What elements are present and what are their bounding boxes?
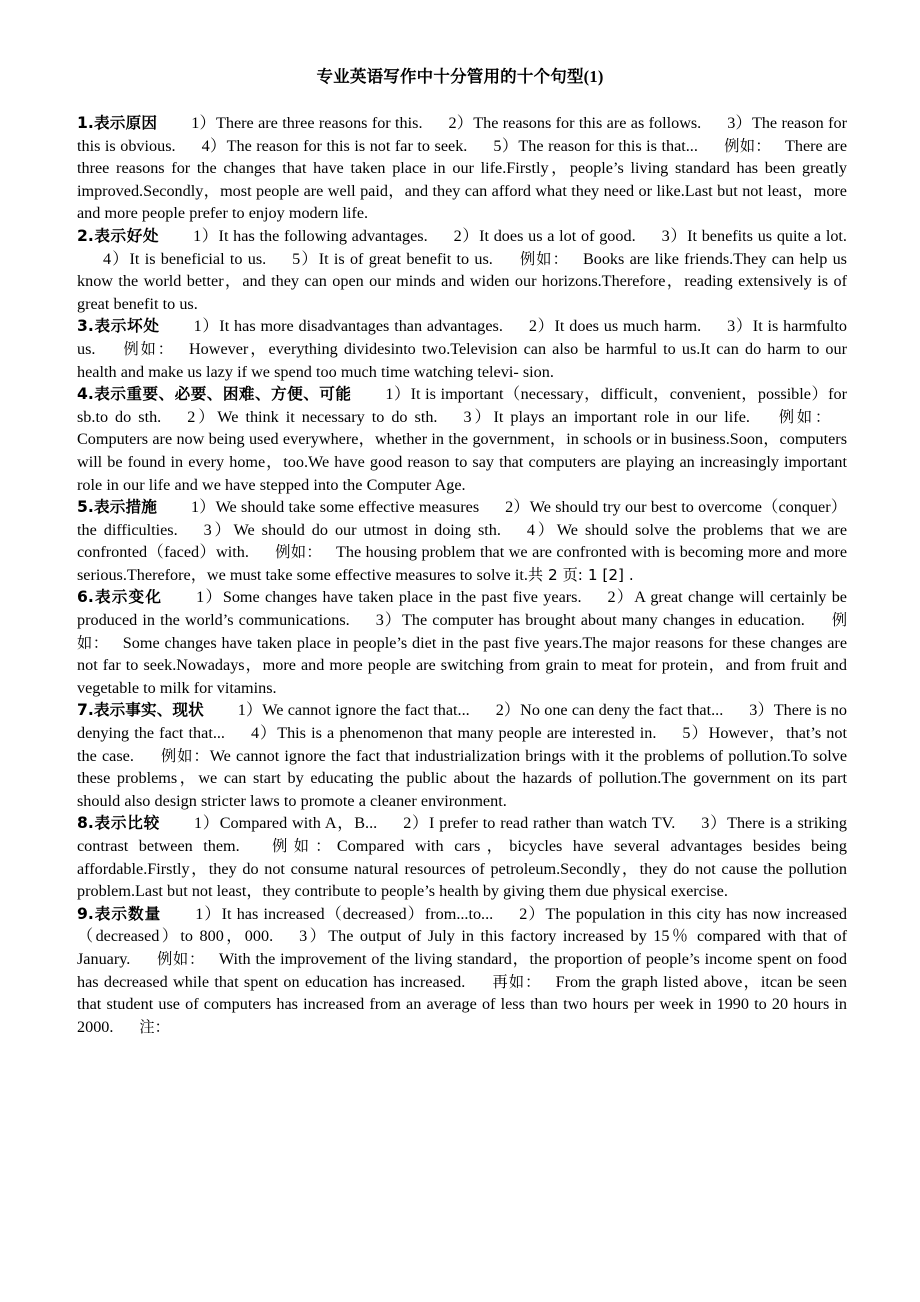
- section-3-number: 3.: [77, 317, 94, 336]
- section-6-number: 6.: [77, 588, 94, 607]
- section-2-example-label: 例如：: [518, 249, 569, 268]
- section-7-heading: 表示事实、现状: [93, 701, 204, 720]
- section-7-pattern-2: 2）No one can deny the fact that...: [495, 701, 724, 720]
- section-4-example-label: 例如：: [775, 407, 834, 426]
- section-1-pattern-2: 2）The reasons for this are as follows.: [448, 114, 702, 132]
- section-2-number: 2.: [77, 226, 94, 245]
- section-7-example-label: 例如：: [159, 746, 210, 765]
- section-1-number: 1.: [77, 114, 94, 132]
- section-3-pattern-1: 1）It has more disadvantages than advantages.: [193, 317, 503, 336]
- section-6-heading: 表示变化: [93, 588, 163, 607]
- section-9-example: With the improvement of the living standard，the proportion of people’s income spent on food has decreased while that spent on education has increased.: [77, 949, 847, 991]
- section-9-example2-label: 再如：: [491, 972, 542, 991]
- section-6-pattern-2: 2）A great change will certainly be produced in the world’s communications.: [77, 588, 847, 630]
- section-3-heading: 表示坏处: [93, 317, 160, 336]
- section-4-example: Computers are now being used everywhere，whether in the government，in schools or in business.Soon，computers will be found in every home，too.We have good reason to say that computers are playing an increasingly important role in our life and we have stepped into the Computer Age.: [77, 430, 847, 494]
- section-2: [77, 225, 847, 315]
- section-5-pattern-4: 4）We should solve the problems that we are confronted（faced）with.: [77, 520, 848, 562]
- section-5: [77, 496, 847, 586]
- section-4-heading: 表示重要、必要、困难、方便、可能: [93, 385, 352, 404]
- section-9: [77, 903, 847, 1039]
- section-3-example: However，everything dividesinto two.Television can also be harmful to us.It can do harm to our health and make us lazy if we spend too much time watching televi- sion.: [77, 339, 848, 381]
- section-6-example: Some changes have taken place in people’s diet in the past five years.The major reasons for these changes are not far to seek.Nowadays，more and more people are switching from grain to meat for protein，and from fruit and vegetable to milk for vitamins.: [77, 633, 848, 697]
- section-2-heading: 表示好处: [93, 226, 160, 245]
- section-9-trailing-label: 注：: [139, 1017, 170, 1036]
- section-8-example: Compared with cars，bicycles have several advantages besides being affordable.Firstly，they do not consume natural resources of petroleum.Secondly，they do not cause the pollution problem.Last but not least，they contribute to people’s health by giving them due physical exercise.: [77, 837, 847, 901]
- section-7: [77, 699, 847, 812]
- section-7-number: 7.: [77, 701, 94, 720]
- section-5-number: 5.: [77, 498, 94, 517]
- section-9-pattern-1: 1）It has increased（decreased）from...to...: [195, 904, 494, 923]
- section-9-heading: 表示数量: [93, 904, 162, 923]
- section-8: [77, 812, 847, 902]
- section-7-pattern-4: 4）This is a phenomenon that many people are interested in.: [250, 724, 657, 743]
- section-2-pattern-1: 1）It has the following advantages.: [193, 226, 428, 245]
- section-4-pattern-2: 2）We think it necessary to do sth.: [187, 407, 438, 426]
- section-1-example-label: 例如：: [723, 136, 771, 155]
- section-9-example2: From the graph listed above，itcan be seen that student use of computers has increased from an average of less than two hours per week in 1990 to 20 hours in 2000.: [77, 972, 848, 1036]
- section-5-pattern-2: 2）We should try our best to overcome（conquer）the difficulties.: [77, 498, 847, 539]
- section-2-pattern-5: 5）It is of great benefit to us.: [292, 249, 493, 268]
- section-4-pattern-3: 3）It plays an important role in our life.: [463, 407, 750, 426]
- section-1: [77, 112, 847, 225]
- section-8-pattern-1: 1）Compared with A，B...: [193, 814, 378, 833]
- section-6: [77, 586, 847, 699]
- section-8-pattern-3: 3）There is a striking contrast between them.: [77, 814, 847, 855]
- section-6-pattern-1: 1）Some changes have taken place in the past five years.: [196, 588, 582, 607]
- page-title: 专业英语写作中十分管用的十个句型(1): [316, 67, 604, 86]
- document-body: [77, 112, 847, 1038]
- section-1-pattern-3: 3）The reason for this is obvious.: [77, 114, 847, 155]
- section-4-pattern-1: 1）It is important（necessary，difficult，convenient，possible）for sb.to do sth.: [77, 385, 847, 426]
- section-9-number: 9.: [77, 904, 94, 923]
- section-5-pattern-1: 1）We should take some effective measures: [190, 498, 480, 517]
- section-8-number: 8.: [77, 814, 94, 833]
- section-2-pattern-2: 2）It does us a lot of good.: [453, 226, 636, 245]
- section-1-pattern-4: 4）The reason for this is not far to seek.: [201, 136, 468, 155]
- section-3-pattern-2: 2）It does us much harm.: [528, 317, 702, 336]
- section-9-example-label: 例如：: [156, 949, 205, 968]
- section-6-example-label: 例如：: [77, 611, 848, 652]
- section-2-example: Books are like friends.They can help us know the world better，and they can open our minds and widen our horizons.Therefore，reading extensively is of great benefit to us.: [77, 249, 847, 313]
- section-4-number: 4.: [77, 385, 94, 404]
- section-8-example-label: 例如：: [265, 837, 337, 855]
- section-8-pattern-2: 2）I prefer to read rather than watch TV.: [403, 814, 676, 833]
- section-7-example: We cannot ignore the fact that industrialization brings with it the problems of pollution.To solve these problems，we can start by educating the public about the hazards of pollution.The government on its part should also design stricter laws to promote a cleaner environment.: [77, 746, 848, 810]
- section-6-pattern-3: 3）The computer has brought about many changes in education.: [375, 611, 805, 630]
- section-2-pattern-3: 3）It benefits us quite a lot.: [661, 226, 847, 245]
- section-5-example: The housing problem that we are confronted with is becoming more and more serious.Therefore，we must take some effective measures to solve it.: [77, 543, 848, 584]
- section-7-pattern-3: 3）There is no denying the fact that...: [77, 701, 847, 743]
- section-7-pattern-5: 5）However，that’s not the case.: [77, 724, 847, 765]
- section-9-pattern-3: 3）The output of July in this factory increased by 15％ compared with that of January.: [77, 927, 847, 968]
- page-note: 共 2 页: 1 [2] .: [527, 565, 634, 584]
- section-4: [77, 383, 847, 496]
- section-3-pattern-3: 3）It is harmfulto us.: [77, 317, 848, 358]
- section-2-pattern-4: 4）It is beneficial to us.: [103, 249, 267, 268]
- section-7-pattern-1: 1）We cannot ignore the fact that...: [237, 701, 470, 720]
- section-1-example: There are three reasons for the changes that have taken place in our life.Firstly，people’s living standard has been greatly improved.Secondly，most people are well paid，and they can afford what they need or like.Last but not least，more and more people prefer to enjoy modern life.: [77, 136, 848, 223]
- section-5-example-label: 例如：: [274, 543, 322, 562]
- section-9-pattern-2: 2）The population in this city has now increased（decreased）to 800，000.: [77, 904, 847, 946]
- section-1-heading: 表示原因: [93, 114, 158, 132]
- section-5-pattern-3: 3）We should do our utmost in doing sth.: [203, 520, 501, 539]
- section-1-pattern-1: 1）There are three reasons for this.: [191, 114, 423, 132]
- section-3-example-label: 例如：: [121, 339, 175, 358]
- section-8-heading: 表示比较: [93, 814, 160, 833]
- section-1-pattern-5: 5）The reason for this is that...: [493, 136, 698, 155]
- section-3: [77, 315, 847, 383]
- section-5-heading: 表示措施: [93, 498, 157, 517]
